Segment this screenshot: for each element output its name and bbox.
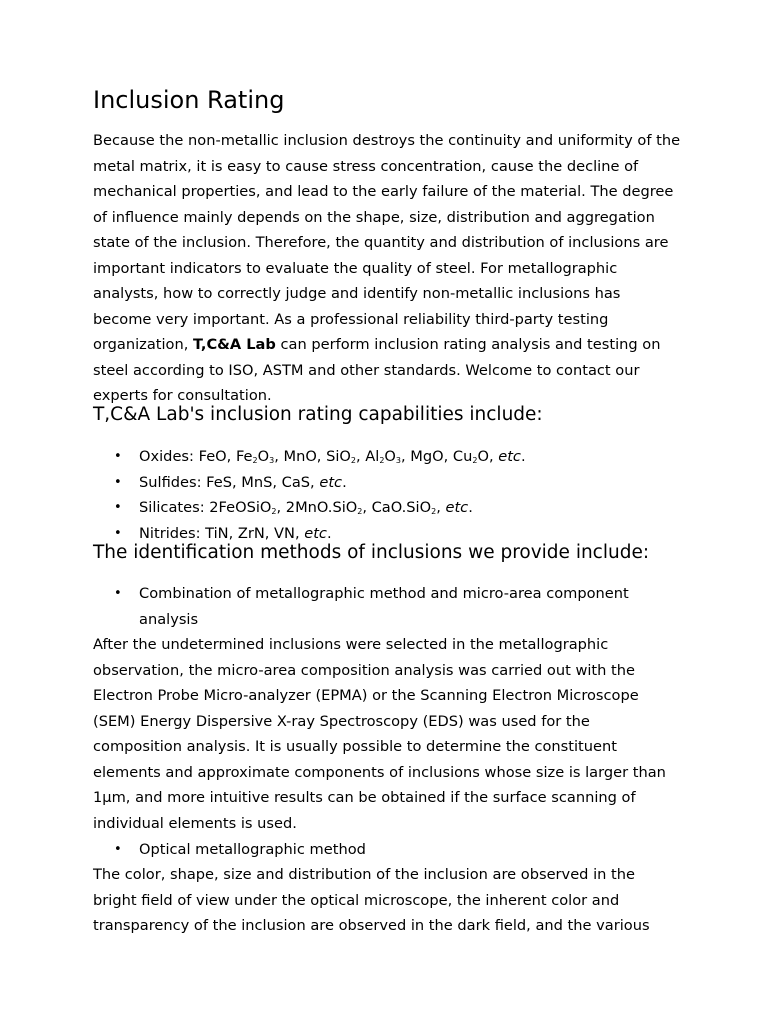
- intro-text-start: Because the non-metallic inclusion destroys the continuity and uniformity of the metal matrix, it is easy to cause stress concentration, cause the decline of mechanical properties, and lead to the early failure of the material. The degree of influence mainly depends on the shape, size, distribution and aggregation state of the inclusion. Therefore, the quantity and distribution of inclusions are important indicators to evaluate the quality of steel. For metallographic analysts, how to correctly judge and identify non-metallic inclusions has become very important. As a professional reliability third-party testing organization,: [93, 132, 681, 353]
- bullet: •: [114, 525, 122, 541]
- oxides-text: Oxides: FeO, $Fe_2O_3$, MnO, SiO$_2$, $Al_2O_3$, MgO, $Cu_2O$, etc.: [139, 448, 526, 465]
- methods-list-1: [93, 581, 649, 632]
- sulfides-text: Sulfides: FeS, MnS, CaS, etc.: [139, 473, 347, 491]
- intro-text-end: can perform inclusion rating analysis and testing on steel according to ISO, ASTM and other standards. Welcome to contact our experts for consultation.: [93, 336, 661, 404]
- list-item-optical-method: [93, 837, 659, 863]
- bullet: •: [114, 586, 122, 601]
- method-1-description: After the undetermined inclusions were selected in the metallographic observation, the micro-area composition analysis was carried out with the Electron Probe Micro-analyzer (EPMA) or the Scanning Electron Microscope (SEM) Energy Dispersive X-ray Spectroscopy (EDS) was used for the composition analysis. It is usually possible to determine the constituent elements and approximate components of inclusions whose size is larger than 1μm, and more intuitive results can be obtained if the surface scanning of individual elements is used.: [93, 636, 666, 832]
- method-1-text: Combination of metallographic method and micro-area component analysis: [139, 585, 629, 628]
- method-2-description: The color, shape, size and distribution of the inclusion are observed in the bright field of view under the optical microscope, the inherent color and transparency of the inclusion are observed in the dark field, and the various: [93, 866, 650, 934]
- list-item-silicates: [93, 495, 659, 521]
- methods-heading: The identification methods of inclusions we provide include:: [93, 542, 650, 563]
- nitrides-text: Nitrides: TiN, ZrN, VN, etc.: [139, 524, 332, 542]
- capabilities-heading: T,C&A Lab's inclusion rating capabilities include:: [93, 404, 543, 425]
- intro-paragraph: [93, 128, 683, 409]
- bullet: •: [114, 449, 122, 464]
- method-2-text: Optical metallographic method: [139, 841, 366, 858]
- methods-list-2: [93, 837, 659, 863]
- list-item-sulfides: [93, 470, 659, 496]
- page-title: Inclusion Rating: [93, 86, 285, 114]
- bullet: •: [114, 500, 122, 515]
- list-item-combination-method: [93, 581, 649, 632]
- bullet: •: [114, 842, 122, 857]
- list-item-oxides: [93, 444, 659, 470]
- lab-name: T,C&A Lab: [193, 336, 276, 353]
- bullet: •: [114, 474, 122, 490]
- silicates-text: Silicates: 2FeOSiO$_2$, 2MnO.SiO$_2$, CaO.SiO$_2$, etc.: [139, 499, 473, 516]
- capabilities-list: [93, 444, 659, 546]
